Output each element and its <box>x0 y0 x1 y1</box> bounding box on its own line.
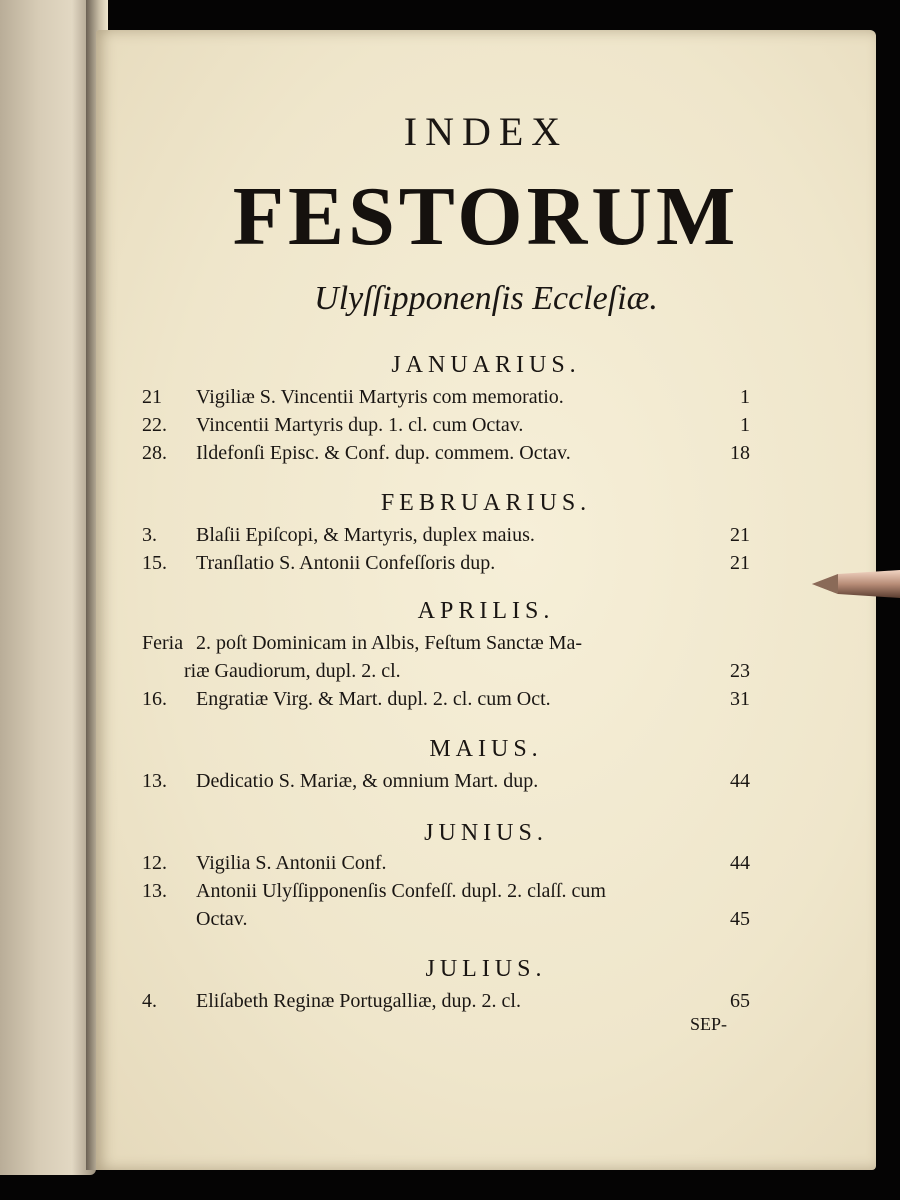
month-heading: JUNIUS. <box>424 820 548 846</box>
pen-pointer-icon <box>812 566 900 602</box>
entry-text-continued: Octav. <box>196 908 248 930</box>
entry-text: Dedicatio S. Mariæ, & omnium Mart. dup. <box>196 770 539 792</box>
entry-text-continued: riæ Gaudiorum, dupl. 2. cl. <box>184 660 401 682</box>
entry-page: 31 <box>730 688 750 710</box>
entry-page: 44 <box>730 852 750 874</box>
month-heading: APRILIS. <box>417 598 555 624</box>
month-heading: JULIUS. <box>425 956 547 982</box>
index-entry <box>142 384 750 410</box>
entry-page: 21 <box>730 524 750 546</box>
entry-page: 65 <box>730 990 750 1012</box>
title-festorum: FESTORUM <box>232 170 740 263</box>
index-entry <box>142 850 750 876</box>
entry-day: 13. <box>142 880 167 902</box>
entry-text: Eliſabeth Reginæ Portugalliæ, dup. 2. cl. <box>196 990 521 1012</box>
entry-day: 28. <box>142 442 167 464</box>
entry-page: 1 <box>740 414 750 436</box>
entry-day: Feria <box>142 632 184 654</box>
index-entry <box>142 412 750 438</box>
entry-text: Tranſlatio S. Antonii Confeſſoris dup. <box>196 552 496 574</box>
catchword: SEP- <box>690 1014 728 1034</box>
index-entry-continuation <box>142 658 750 684</box>
index-entry-continuation <box>142 906 750 932</box>
entry-day: 16. <box>142 688 167 710</box>
entry-page: 44 <box>730 770 750 792</box>
entry-day: 13. <box>142 770 167 792</box>
month-heading: MAIUS. <box>429 736 543 762</box>
entry-day: 3. <box>142 524 157 546</box>
entry-day: 12. <box>142 852 167 874</box>
entry-day: 22. <box>142 414 167 436</box>
entry-text: Antonii Ulyſſipponenſis Confeſſ. dupl. 2. claſſ. cum <box>196 880 606 902</box>
month-heading: FEBRUARIUS. <box>380 490 592 516</box>
title-index: INDEX <box>403 109 569 154</box>
entry-text: Vigilia S. Antonii Conf. <box>196 852 387 874</box>
index-entry <box>142 768 750 794</box>
entry-page: 23 <box>730 660 750 682</box>
entry-text: Ildefonſi Episc. & Conf. dup. commem. Octav. <box>196 442 571 464</box>
month-heading: JANUARIUS. <box>391 352 581 378</box>
entry-text: Engratiæ Virg. & Mart. dupl. 2. cl. cum Oct. <box>196 688 551 710</box>
entry-day: 21 <box>142 386 162 408</box>
index-entry <box>142 988 750 1014</box>
entry-page: 1 <box>740 386 750 408</box>
index-entry <box>142 522 750 548</box>
entry-text: Vigiliæ S. Vincentii Martyris com memoratio. <box>196 386 564 408</box>
entry-page: 21 <box>730 552 750 574</box>
entry-day: 4. <box>142 990 157 1012</box>
index-entry <box>142 550 750 576</box>
entry-text: Blaſii Epiſcopi, & Martyris, duplex maius. <box>196 524 535 546</box>
index-entry <box>142 630 750 656</box>
entry-text: Vincentii Martyris dup. 1. cl. cum Octav. <box>196 414 524 436</box>
entry-day: 15. <box>142 552 167 574</box>
entry-text: 2. poſt Dominicam in Albis, Feſtum Sanctæ Ma- <box>196 632 583 654</box>
facing-page <box>0 0 96 1175</box>
entry-page: 18 <box>730 442 750 464</box>
index-entry <box>142 878 750 904</box>
index-entry <box>142 440 750 466</box>
entry-page: 45 <box>730 908 750 930</box>
subtitle: Ulyſſipponenſis Eccleſiæ. <box>314 280 658 317</box>
index-entry <box>142 686 750 712</box>
